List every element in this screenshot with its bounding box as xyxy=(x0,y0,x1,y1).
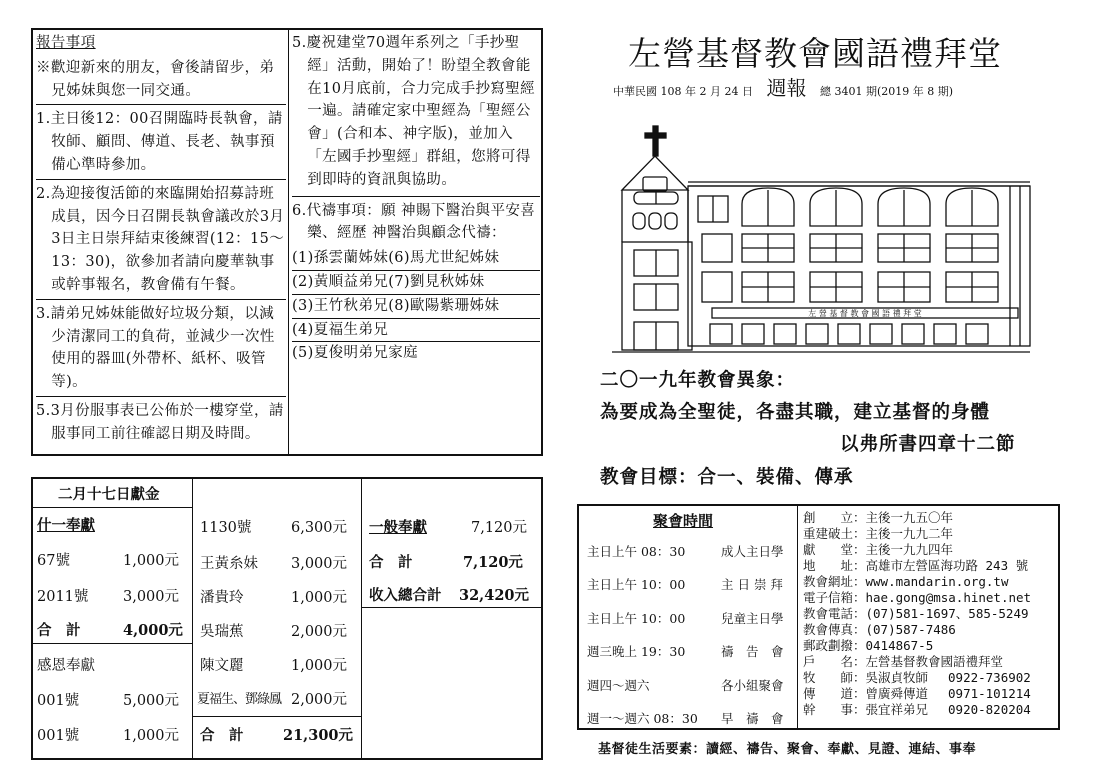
offering-amount: 2,000元 xyxy=(291,692,348,708)
announcement-item-5b: 5.慶祝建堂70週年系列之「手抄聖經」活動，開始了！盼望全教會能在10月底前，合力完成手抄寫聖經一遍。請確定家中聖經為「聖經公會」(合和本、神字版)，並加入「左國手抄聖經」群組，您將可得到即時的資訊與協助。 xyxy=(292,35,536,188)
church-info-line: 戶 名：左營基督教會國語禮拜堂 xyxy=(803,654,1004,669)
prayer-item: (1)孫雲蘭姊妹(6)馬尤世紀姊妹 xyxy=(292,247,540,271)
general-amount: 7,120元 xyxy=(471,520,528,536)
announcement-welcome: ※歡迎新來的朋友，會後請留步，弟兄姊妹與您一同交通。 xyxy=(36,57,286,106)
church-info-line: 重建破土：主後一九九二年 xyxy=(803,526,954,541)
offering-name: 2011號 xyxy=(37,589,89,605)
scripture-reference: 以弗所書四章十二節 xyxy=(840,434,1016,455)
meeting-name: 禱 告 會 xyxy=(721,644,784,659)
announcements-heading: 報告事項 xyxy=(36,35,96,51)
church-sign-text: 左 營 基 督 教 會 國 語 禮 拜 堂 xyxy=(808,309,922,318)
offering-name: 001號 xyxy=(37,693,80,709)
grand-total: 32,420元 xyxy=(459,587,529,604)
general-total-label: 合 計 xyxy=(369,554,413,571)
page-title: 左營基督教會國語禮拜堂 xyxy=(628,34,1002,73)
col2-total-label: 合 計 xyxy=(200,727,244,744)
church-building-illustration xyxy=(612,122,1032,364)
offering-name: 潘貴玲 xyxy=(200,590,244,606)
meeting-name: 早 禱 會 xyxy=(721,711,784,726)
meeting-name: 成人主日學 xyxy=(721,544,784,559)
offering-amount: 2,000元 xyxy=(291,624,348,640)
offering-name: 67號 xyxy=(37,553,70,569)
general-label: 一般奉獻 xyxy=(369,519,427,536)
meeting-time: 主日上午 10：00 xyxy=(587,611,686,626)
meeting-name: 兒童主日學 xyxy=(721,611,784,626)
offering-name: 王黃糸妹 xyxy=(200,556,258,572)
tithe-total-label: 合 計 xyxy=(37,622,81,639)
announcement-item-3: 3.請弟兄姊妹能做好垃圾分類，以減少清潔同工的負荷，並減少一次性使用的器皿(外帶杯、紙杯、吸管等)。 xyxy=(36,303,286,397)
table-divider xyxy=(361,479,362,758)
church-info-line: 幹 事：張宜祥弟兄 0920-820204 xyxy=(803,702,1031,717)
table-rule xyxy=(33,643,192,644)
church-info-line: 牧 師：吳淑貞牧師 0922-736902 xyxy=(803,670,1031,685)
church-info-line: 電子信箱：hae.gong@msa.hinet.net xyxy=(803,590,1032,605)
grand-total-label: 收入總合計 xyxy=(369,587,442,604)
date-line xyxy=(613,72,1033,101)
offering-name: 1130號 xyxy=(200,520,252,536)
church-info-line: 教會傳真：(07)587-7486 xyxy=(803,622,956,637)
church-info-line: 地 址：高雄市左營區海功路 243 號 xyxy=(803,558,1029,573)
meeting-time: 主日上午 10：00 xyxy=(587,577,686,592)
table-rule xyxy=(33,507,192,508)
offering-title: 二月十七日獻金 xyxy=(58,486,160,503)
offering-amount: 6,300元 xyxy=(291,520,348,536)
offering-name: 吳瑞蕉 xyxy=(200,624,244,640)
announcement-item-1: 1.主日後12：00召開臨時長執會，請牧師、顧問、傳道、長老、執事預備心準時參加。 xyxy=(36,108,286,179)
weekly-label: 週報 xyxy=(766,76,807,100)
announcement-item-5a: 5.3月份服事表已公佈於一樓穿堂，請服事同工前往確認日期及時間。 xyxy=(36,402,284,442)
offering-amount: 1,000元 xyxy=(291,590,348,606)
meeting-time: 主日上午 08：30 xyxy=(587,544,686,559)
church-info-line: 郵政劃撥：0414867-5 xyxy=(803,638,934,653)
thanks-label: 感恩奉獻 xyxy=(37,658,95,674)
table-rule xyxy=(361,607,543,608)
col2-total: 21,300元 xyxy=(283,727,353,744)
meeting-divider xyxy=(797,506,798,728)
church-info-line: 創 立：主後一九五〇年 xyxy=(803,510,954,525)
prayer-item: (2)黃順益弟兄(7)劉見秋姊妹 xyxy=(292,271,540,295)
vision-heading: 二〇一九年教會異象： xyxy=(600,370,796,391)
announcement-item-2: 2.為迎接復活節的來臨開始招募詩班成員，因今日召開長執會議改於3月3日主日崇拜結束後練習(12：15～13：30)，欲參加者請向慶華執事或幹事報名，教會備有午餐。 xyxy=(36,183,286,300)
meeting-time: 週一～週六 08：30 xyxy=(587,711,698,726)
offering-amount: 1,000元 xyxy=(123,728,180,744)
church-info-line: 教會網址：www.mandarin.org.tw xyxy=(803,574,1009,589)
tithe-total: 4,000元 xyxy=(123,622,183,639)
offering-amount: 1,000元 xyxy=(291,658,348,674)
church-info-line: 教會電話：(07)581-1697、585-5249 xyxy=(803,606,1029,621)
table-rule xyxy=(192,716,361,717)
meeting-time: 週四～週六 xyxy=(587,678,650,693)
offering-table xyxy=(31,477,543,760)
column-divider xyxy=(288,30,289,454)
offering-amount: 3,000元 xyxy=(291,556,348,572)
meeting-name: 主 日 崇 拜 xyxy=(721,577,783,592)
church-info-line: 傳 道：曾廣舜傳道 0971-101214 xyxy=(803,686,1031,701)
church-goal: 教會目標：合一、裝備、傳承 xyxy=(600,467,854,488)
announcements-box xyxy=(31,28,543,456)
announcement-item-6: 6.代禱事項：願 神賜下醫治與平安喜樂、經歷 神醫治與顧念代禱： xyxy=(292,196,540,246)
prayer-item: (4)夏福生弟兄 xyxy=(292,319,540,343)
offering-amount: 3,000元 xyxy=(123,589,180,605)
meeting-times-title: 聚會時間 xyxy=(653,512,714,530)
christian-life-footer: 基督徒生活要素：讀經、禱告、聚會、奉獻、見證、連結、事奉 xyxy=(598,742,977,757)
announcements-left-column xyxy=(36,32,286,448)
meeting-time: 週三晚上 19：30 xyxy=(587,644,686,659)
offering-name: 001號 xyxy=(37,728,80,744)
offering-name: 夏福生、鄧綠鳳 xyxy=(197,692,282,707)
meeting-name: 各小組聚會 xyxy=(721,678,784,693)
announcements-right-column xyxy=(292,32,540,365)
offering-amount: 1,000元 xyxy=(123,553,180,569)
tithe-label: 什一奉獻 xyxy=(37,517,95,534)
offering-name: 陳文麗 xyxy=(200,658,244,674)
vision-statement: 為要成為全聖徒，各盡其職，建立基督的身體 xyxy=(600,402,991,423)
prayer-item: (3)王竹秋弟兄(8)歐陽紫珊姊妹 xyxy=(292,295,540,319)
general-total: 7,120元 xyxy=(463,554,523,571)
prayer-item: (5)夏俊明弟兄家庭 xyxy=(292,345,419,362)
issue-date: 中華民國 108 年 2 月 24 日 xyxy=(613,85,753,98)
offering-amount: 5,000元 xyxy=(123,693,180,709)
issue-number: 總 3401 期(2019 年 8 期) xyxy=(819,85,954,98)
meeting-times-box xyxy=(577,504,1060,730)
church-info-line: 獻 堂：主後一九九四年 xyxy=(803,542,954,557)
